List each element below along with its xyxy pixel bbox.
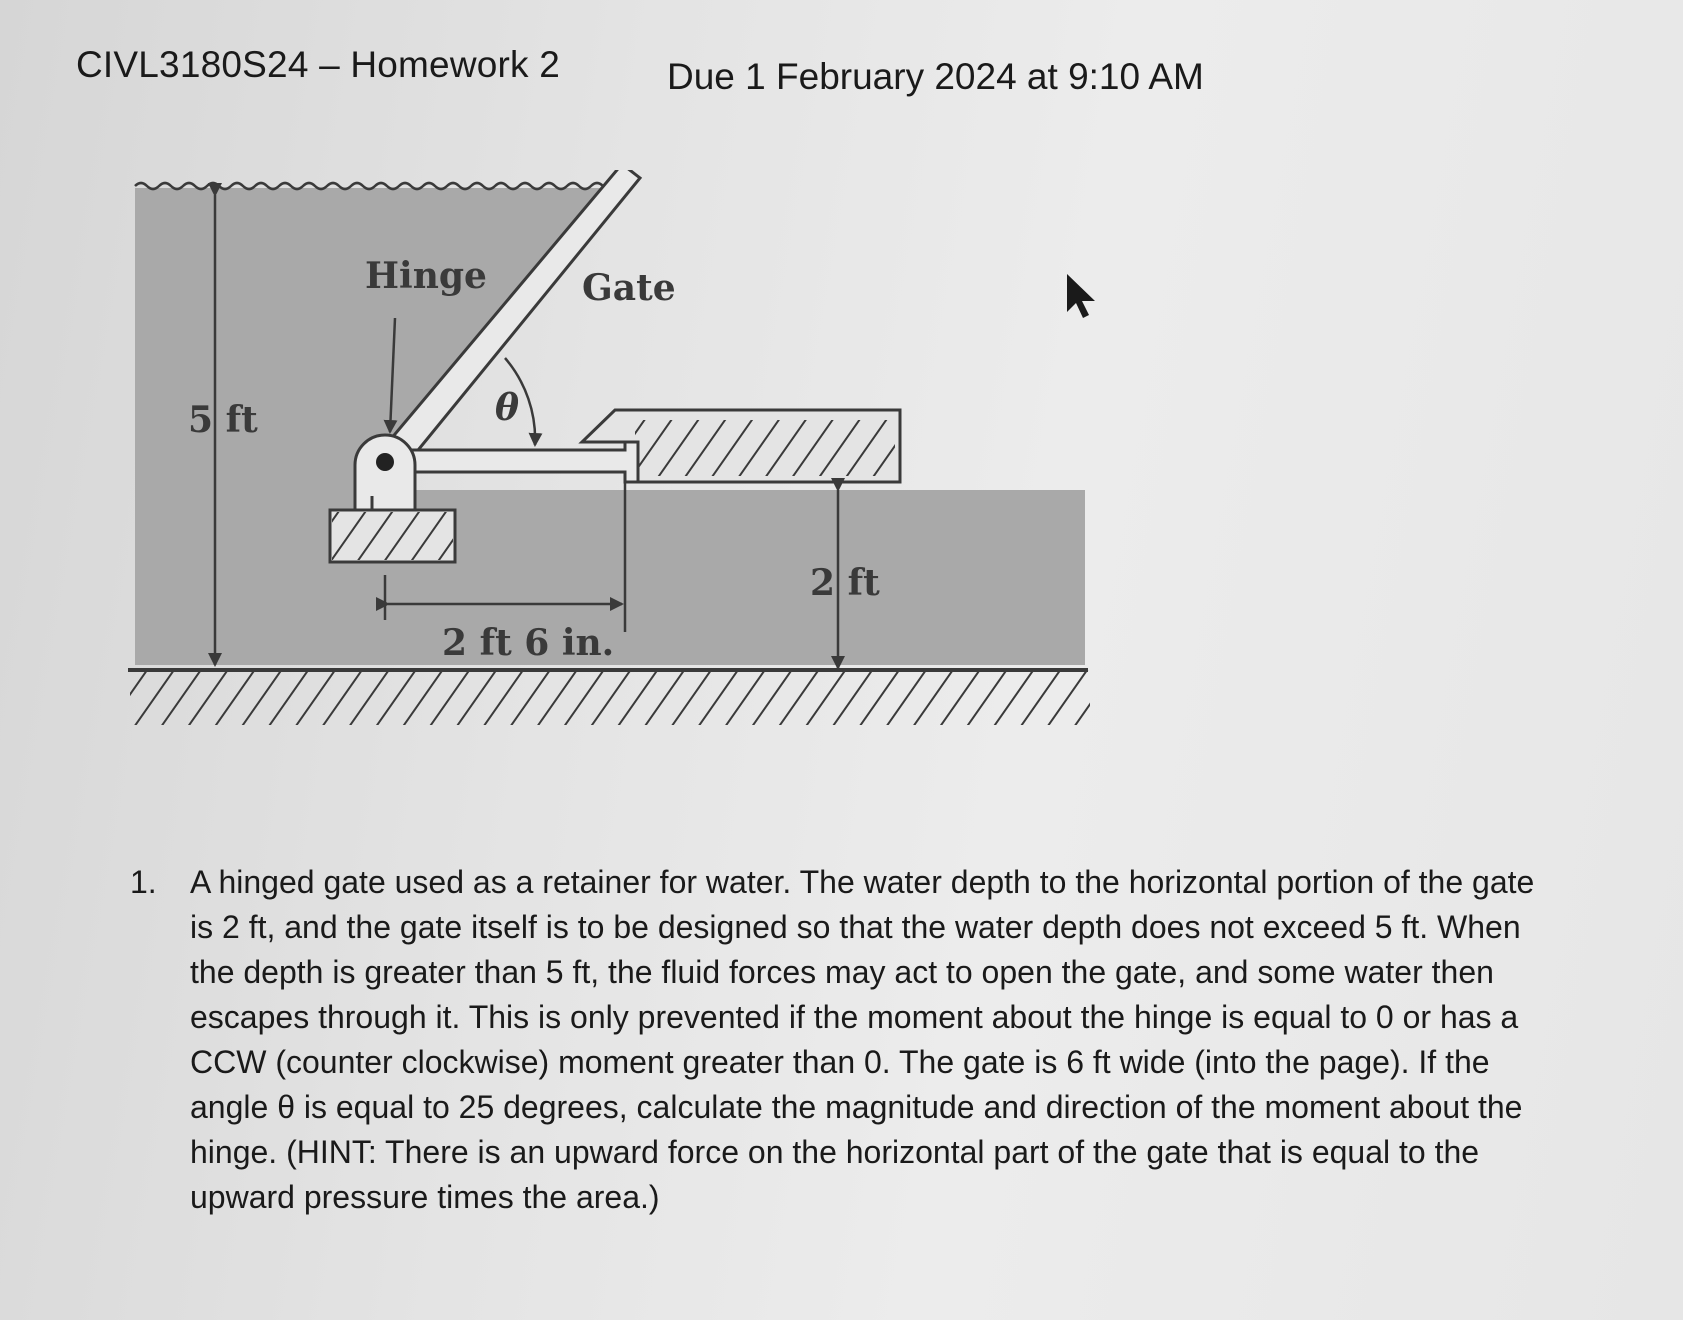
course-title: CIVL3180S24 – Homework 2 — [76, 44, 561, 85]
gate-label: Gate — [582, 267, 676, 309]
hinge-pin — [376, 453, 394, 471]
hinged-gate-figure — [120, 170, 1120, 810]
mouse-pointer-icon — [1065, 272, 1099, 320]
depth-label: 5 ft — [188, 399, 258, 441]
horizontal-depth-label: 2 ft — [810, 562, 880, 604]
length-label: 2 ft 6 in. — [442, 622, 615, 664]
hinge-housing — [355, 435, 415, 510]
problem-number: 1. — [130, 864, 157, 900]
theta-label: θ — [495, 387, 520, 429]
gate-horizontal-part — [410, 442, 638, 482]
ground-hatch — [130, 670, 1090, 725]
problem-text: A hinged gate used as a retainer for water. The water depth to the horizontal portion of the gate is 2 ft, and the gate itself is to be designed so that the water depth does not exceed 5 ft. When the depth is greater than 5 ft, the fluid forces may act to open the gate, and some water then escapes through it. This is only prevented if the moment about the hinge is equal to 0 or has a CCW (counter clockwise) moment greater than 0. The gate is 6 ft wide (into the page). If the angle θ is equal to 25 degrees, calculate the magnitude and direction of the moment about the hinge. (HINT: There is an upward force on the horizontal part of the gate that is equal to the upward pressure times the area.) — [190, 864, 1535, 1215]
hinge-label: Hinge — [365, 255, 487, 297]
due-date: Due 1 February 2024 at 9:10 AM — [667, 56, 1204, 97]
